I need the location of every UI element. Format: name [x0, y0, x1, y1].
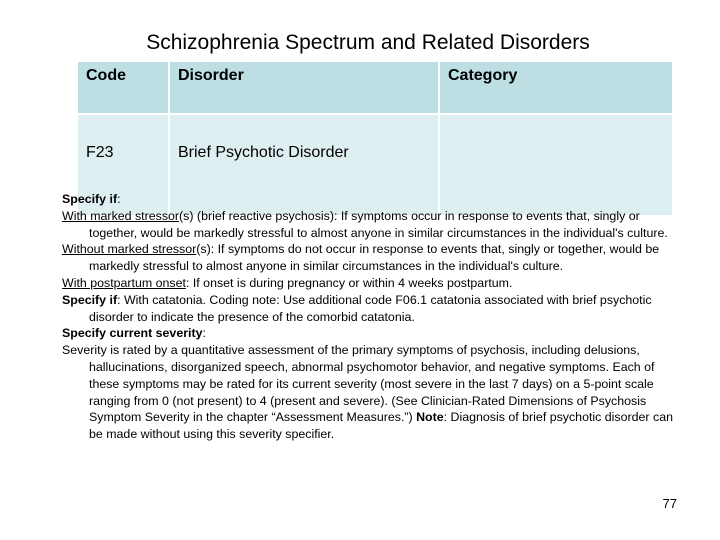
table-header-row	[77, 61, 673, 114]
note-term: With postpartum onset	[62, 275, 186, 290]
page-number: 77	[662, 496, 677, 511]
note-label: Specify if	[62, 192, 118, 206]
note-label: Specify if	[62, 292, 118, 307]
slide-title: Schizophrenia Spectrum and Related Disorders	[146, 31, 590, 54]
note-text: :	[117, 192, 121, 206]
note-specify-if	[62, 191, 682, 208]
note-text: (s): If symptoms do not occur in response to events that, singly or together, would be markedly stressful to almost anyone in similar circumstances in the individual's culture.	[89, 242, 660, 274]
note-label: Specify current severity	[62, 326, 203, 341]
note-text: : With catatonia. Coding note: Use additional code F06.1 catatonia associated with brief psychotic disorder to indicate the presence of the comorbid catatonia.	[89, 292, 652, 324]
header-category: Category	[439, 61, 673, 114]
note-without-stressor	[62, 241, 682, 275]
note-severity-heading	[62, 325, 682, 342]
header-code: Code	[77, 61, 169, 114]
note-text: : If onset is during pregnancy or within 4 weeks postpartum.	[185, 275, 513, 290]
note-text: (s) (brief reactive psychosis): If symptoms occur in response to events that, singly or together, would be markedly stressful to almost anyone in similar circumstances in the individual's culture.	[89, 208, 668, 240]
cell-code: F23	[77, 114, 169, 216]
note-text: : Diagnosis of brief psychotic disorder can be made without using this severity specifier.	[89, 410, 673, 442]
note-text: :	[202, 326, 206, 341]
note-with-stressor	[62, 208, 682, 242]
note-postpartum	[62, 275, 682, 292]
note-text: Severity is rated by a quantitative assessment of the primary symptoms of psychosis, including delusions, hallucinations, disorganized speech, abnormal psychomotor behavior, and negative symptoms. Each of these symptoms may be rated for its current severity (most severe in the last 7 days) on a 5-point scale ranging from 0 (not present) to 4 (present and severe). (See Clinician-Rated Dimensions of Psychosis Symptom Severity in the chapter “Assessment Measures.”)	[62, 343, 655, 425]
note-term: Without marked stressor	[62, 242, 197, 257]
specifier-notes	[62, 191, 682, 443]
cell-disorder: Brief Psychotic Disorder	[169, 114, 439, 216]
note-severity-rating	[62, 342, 682, 443]
note-catatonia	[62, 292, 682, 326]
note-label: Note	[416, 410, 444, 425]
header-disorder: Disorder	[169, 61, 439, 114]
note-term: With marked stressor	[62, 208, 180, 223]
